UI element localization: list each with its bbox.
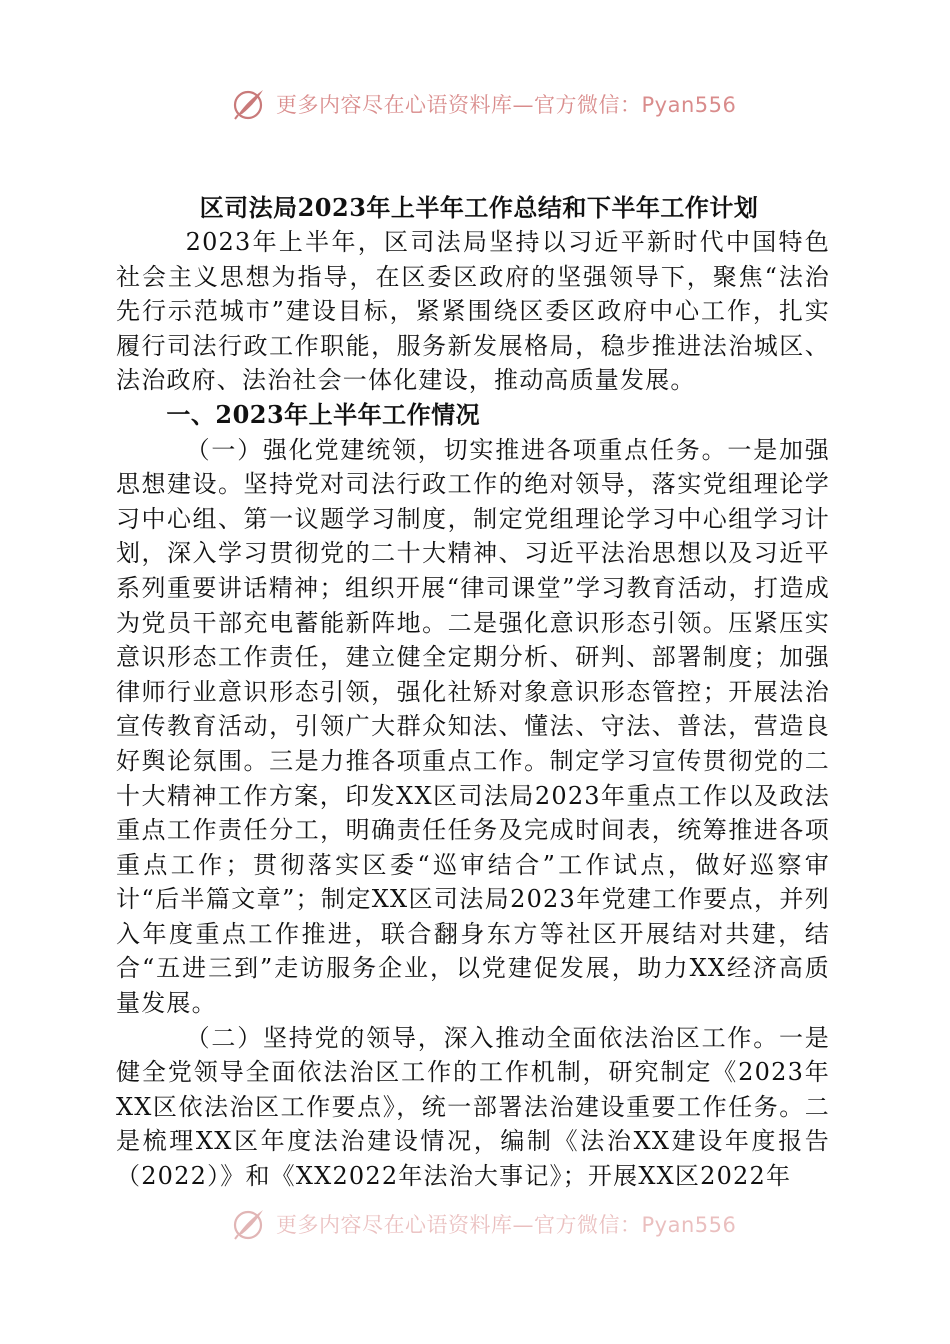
quill-pen-logo-icon <box>228 1204 268 1244</box>
document-body <box>116 191 830 1194</box>
watermark-footer <box>228 1204 736 1244</box>
watermark-text: 更多内容尽在心语资料库—官方微信：Pyan556 <box>276 93 737 117</box>
watermark-text: 更多内容尽在心语资料库—官方微信：Pyan556 <box>276 1213 737 1237</box>
paragraph-rule-of-law: （二）坚持党的领导，深入推动全面依法治区工作。一是健全党领导全面依法治区工作的工作机制，研究制定《2023年XX区依法治区工作要点》，统一部署法治建设重要工作任务。二是梳理XX区年度法治建设情况，编制《法治XX建设年度报告（2022）》和《XX2022年法治大事记》；开展XX区2022年 <box>116 1023 830 1191</box>
quill-pen-logo-icon <box>228 84 268 124</box>
paragraph-party-building: （一）强化党建统领，切实推进各项重点任务。一是加强思想建设。坚持党对司法行政工作的绝对领导，落实党组理论学习中心组、第一议题学习制度，制定党组理论学习中心组学习计划，深入学习贯彻党的二十大精神、习近平法治思想以及习近平系列重要讲话精神；组织开展“律司课堂”学习教育活动，打造成为党员干部充电蓄能新阵地。二是强化意识形态引领。压紧压实意识形态工作责任，建立健全定期分析、研判、部署制度；加强律师行业意识形态引领，强化社矫对象意识形态管控；开展法治宣传教育活动，引领广大群众知法、懂法、守法、普法，营造良好舆论氛围。三是力推各项重点工作。制定学习宣传贯彻党的二十大精神工作方案，印发XX区司法局2023年重点工作以及政法重点工作责任分工，明确责任任务及完成时间表，统筹推进各项重点工作；贯彻落实区委“巡审结合”工作试点，做好巡察审计“后半篇文章”；制定XX区司法局2023年党建工作要点，并列入年度重点工作推进，联合翻身东方等社区开展结对共建，结合“五进三到”走访服务企业，以党建促发展，助力XX经济高质量发展。 <box>116 435 830 1018</box>
intro-paragraph: 2023年上半年，区司法局坚持以习近平新时代中国特色社会主义思想为指导，在区委区政府的坚强领导下，聚焦“法治先行示范城市”建设目标，紧紧围绕区委区政府中心工作，扎实履行司法行政工作职能，服务新发展格局，稳步推进法治城区、法治政府、法治社会一体化建设，推动高质量发展。 <box>116 228 830 395</box>
document-title: 区司法局2023年上半年工作总结和下半年工作计划 <box>199 193 759 222</box>
section-heading: 一、2023年上半年工作情况 <box>166 399 481 429</box>
watermark-header <box>228 84 736 124</box>
